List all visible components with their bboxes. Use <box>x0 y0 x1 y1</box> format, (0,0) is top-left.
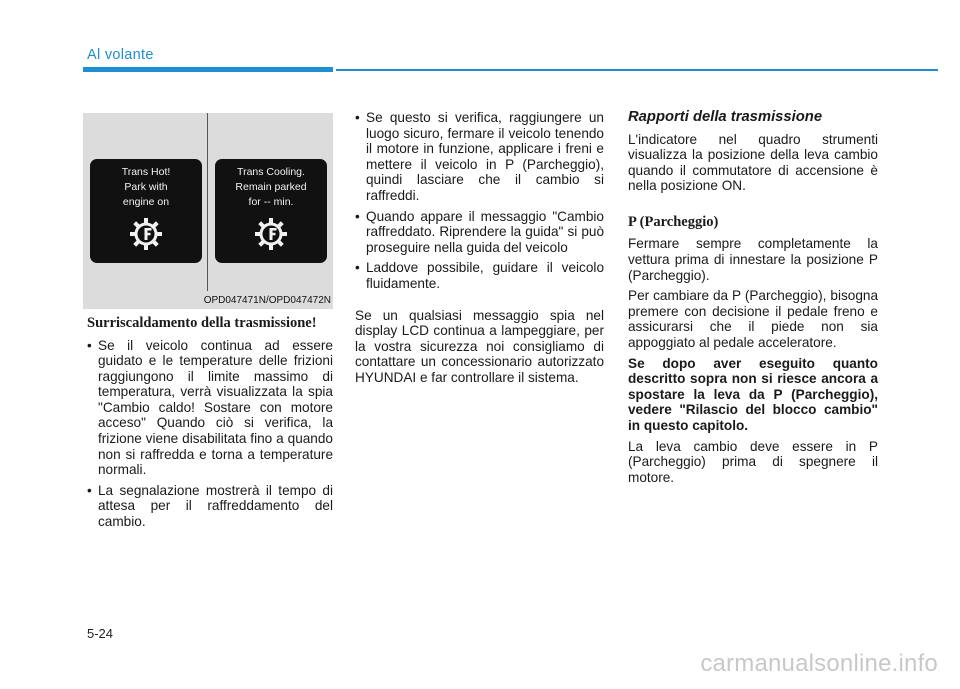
dealer-paragraph: Se un qualsiasi messaggio spia nel display LCD continua a lampeggiare, per la vostra sicurezza noi consigliamo di contattare un concessionario autorizzato HYUNDAI e far controllare il sistema. <box>355 307 604 385</box>
figure-divider <box>207 113 208 291</box>
gear-ratios-heading: Rapporti della trasmissione <box>628 109 823 125</box>
overheat-heading: Surriscaldamento della trasmissione! <box>87 315 317 331</box>
transmission-gear-icon <box>129 217 163 251</box>
transmission-gear-icon <box>254 217 288 251</box>
list-item: • Se questo si verifica, raggiungere un luogo sicuro, fermare il veicolo tenendo il motore in funzione, applicare i freni e mettere il veicolo in P (Parcheggio), quindi lasciare che il cambio si raffreddi. <box>355 110 604 204</box>
park-warning-paragraph: Se dopo aver eseguito quanto descritto sopra non si riesce ancora a spostare la leva da P (Parcheggio), vedere "Rilascio del blocco cambio" in questo capitolo. <box>628 355 878 433</box>
intro-paragraph: L'indicatore nel quadro strumenti visualizza la posizione della leva cambio quando il commutatore di accensione è nella posizione ON. <box>628 131 878 194</box>
list-item: • Laddove possibile, guidare il veicolo fluidamente. <box>355 260 604 291</box>
column-1 <box>87 315 333 535</box>
trans-hot-message: Trans Hot! Park with engine on <box>121 166 171 208</box>
watermark: carmanualsonline.info <box>700 650 938 677</box>
header-rule-thin <box>336 69 938 71</box>
trans-cooling-panel <box>215 159 327 263</box>
page-number: 5-24 <box>87 626 114 641</box>
trans-cooling-message: Trans Cooling. Remain parked for -- min. <box>235 166 307 208</box>
trans-hot-panel <box>90 159 202 263</box>
overheat-bullets <box>87 338 333 530</box>
procedure-bullets <box>355 110 604 292</box>
list-item: • Quando appare il messaggio "Cambio raffreddato. Riprendere la guida" si può proseguire nella guida del veicolo <box>355 209 604 256</box>
cluster-warning-figure <box>83 113 333 309</box>
park-paragraph-1: Fermare sempre completamente la vettura prima di innestare la posizione P (Parcheggio). <box>628 236 878 283</box>
park-subheading: P (Parcheggio) <box>628 213 719 230</box>
list-item: • Se il veicolo continua ad essere guidato e le temperature delle frizioni raggiungono il limite massimo di temperatura, verrà visualizzata la spia "Cambio caldo! Sostare con motore acceso" Quando ciò si verifica, la frizione viene disabilitata fino a quando non si raffredda e torna a temperature normali. <box>87 338 333 478</box>
list-item: • La segnalazione mostrerà il tempo di attesa per il raffreddamento del cambio. <box>87 483 333 530</box>
park-paragraph-2: Per cambiare da P (Parcheggio), bisogna premere con decisione il pedale freno e assicurarsi che il piede non sia appoggiato al pedale acceleratore. <box>628 288 878 351</box>
column-3 <box>628 110 878 490</box>
section-title: Al volante <box>87 47 154 63</box>
header-rule-thick <box>83 67 333 72</box>
figure-code: OPD047471N/OPD047472N <box>203 295 331 306</box>
column-2 <box>355 110 604 391</box>
park-paragraph-4: La leva cambio deve essere in P (Parcheggio) prima di spegnere il motore. <box>628 438 878 485</box>
